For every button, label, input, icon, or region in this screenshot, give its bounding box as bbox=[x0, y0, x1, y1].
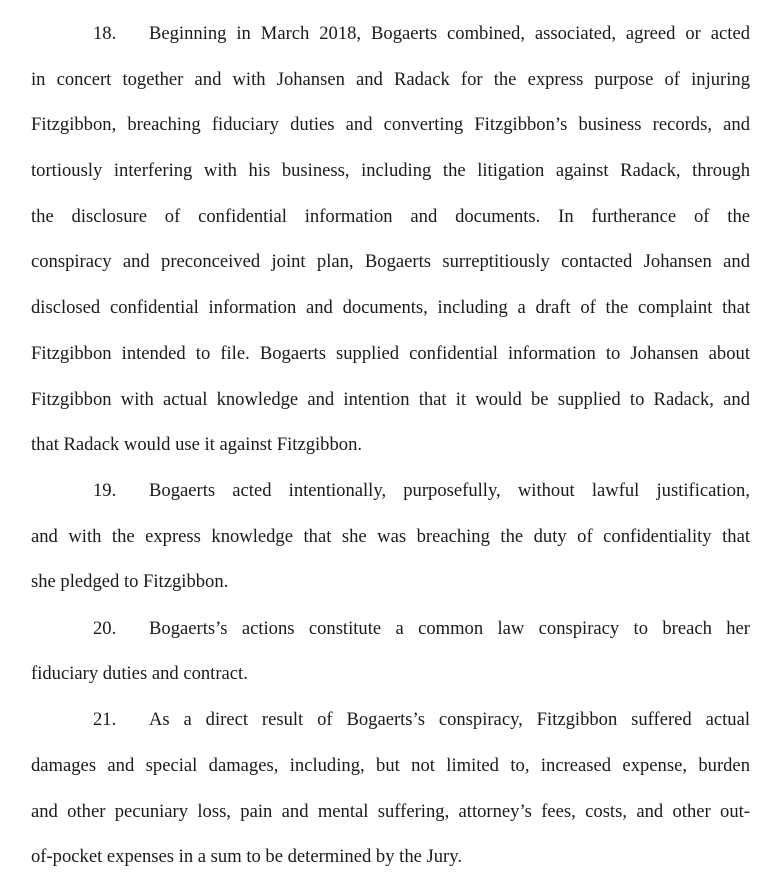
line-text: Bogaerts’s actions constitute a common law conspiracy to breach her bbox=[149, 618, 750, 639]
line-text: Bogaerts acted intentionally, purposefully, without lawful justification, bbox=[149, 480, 750, 501]
paragraph-line: disclosed confidential information and documents, including a draft of the complaint that bbox=[31, 297, 750, 318]
paragraph-line: Fitzgibbon intended to file. Bogaerts supplied confidential information to Johansen about bbox=[31, 343, 750, 364]
paragraph-line bbox=[93, 479, 750, 503]
paragraph-line: of-pocket expenses in a sum to be determined by the Jury. bbox=[31, 846, 462, 867]
paragraph-number: 20. bbox=[93, 618, 117, 639]
paragraph-line bbox=[93, 22, 750, 46]
paragraph-line: Fitzgibbon, breaching fiduciary duties and converting Fitzgibbon’s business records, and bbox=[31, 114, 750, 135]
paragraph-line: in concert together and with Johansen and Radack for the express purpose of injuring bbox=[31, 69, 750, 90]
paragraph-line bbox=[93, 617, 750, 641]
paragraph-line: and with the express knowledge that she was breaching the duty of confidentiality that bbox=[31, 526, 750, 547]
paragraph-number: 21. bbox=[93, 709, 117, 730]
paragraph-line: that Radack would use it against Fitzgibbon. bbox=[31, 434, 363, 455]
paragraph-number: 18. bbox=[93, 23, 117, 44]
paragraph-line: damages and special damages, including, but not limited to, increased expense, burden bbox=[31, 755, 750, 776]
paragraph-line: tortiously interfering with his business, including the litigation against Radack, through bbox=[31, 160, 750, 181]
paragraph-line: and other pecuniary loss, pain and mental suffering, attorney’s fees, costs, and other out- bbox=[31, 801, 750, 822]
paragraph-line: she pledged to Fitzgibbon. bbox=[31, 571, 229, 592]
paragraph-line: Fitzgibbon with actual knowledge and intention that it would be supplied to Radack, and bbox=[31, 389, 750, 410]
paragraph-line: the disclosure of confidential information and documents. In furtherance of the bbox=[31, 206, 750, 227]
paragraph-line: conspiracy and preconceived joint plan, Bogaerts surreptitiously contacted Johansen and bbox=[31, 251, 750, 272]
line-text: Beginning in March 2018, Bogaerts combined, associated, agreed or acted bbox=[149, 23, 750, 44]
line-text: As a direct result of Bogaerts’s conspiracy, Fitzgibbon suffered actual bbox=[149, 709, 750, 730]
paragraph-line: fiduciary duties and contract. bbox=[31, 663, 248, 684]
paragraph-line bbox=[93, 708, 750, 732]
paragraph-number: 19. bbox=[93, 480, 117, 501]
